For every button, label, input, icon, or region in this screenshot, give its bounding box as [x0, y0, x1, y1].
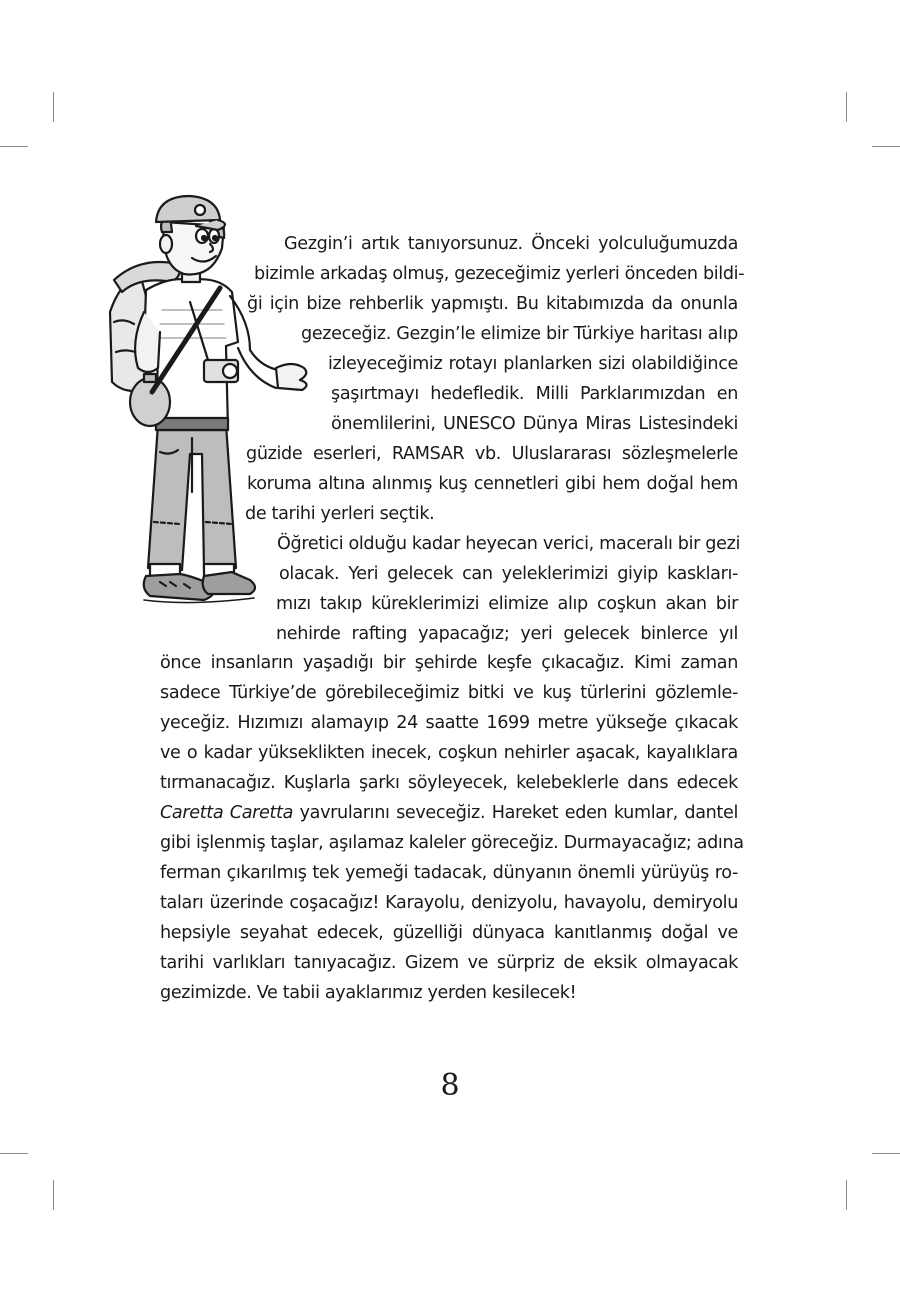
text-line: güzide eserleri, RAMSAR vb. Uluslararası sözleşmelerle	[246, 444, 738, 464]
text-line: mızı takıp küreklerimizi elimize alıp coşkun akan bir	[276, 594, 738, 614]
crop-mark	[846, 1180, 847, 1210]
crop-mark	[872, 1153, 900, 1154]
text-line: taları üzerinde coşacağız! Karayolu, denizyolu, havayolu, demiryolu	[160, 893, 738, 913]
text-line	[160, 798, 738, 828]
page-number: 8	[440, 1068, 460, 1103]
crop-mark	[872, 146, 900, 147]
text-line: şaşırtmayı hedefledik. Milli Parklarımızdan en	[331, 384, 738, 404]
text-line: nehirde rafting yapacağız; yeri gelecek binlerce yıl	[276, 624, 738, 644]
text-line: koruma altına alınmış kuş cennetleri gibi hem doğal hem	[247, 474, 738, 494]
crop-mark	[53, 1180, 54, 1210]
crop-mark	[0, 1153, 28, 1154]
text-line: de tarihi yerleri seçtik.	[245, 504, 435, 524]
species-name-italic: Caretta Caretta	[160, 803, 294, 823]
text-line: gezeceğiz. Gezgin’le elimize bir Türkiye haritası alıp	[301, 324, 738, 344]
crop-mark	[53, 92, 54, 122]
text-line: sadece Türkiye’de görebileceğimiz bitki ve kuş türlerini gözlemle-	[160, 683, 738, 703]
text-line: yeceğiz. Hızımızı alamayıp 24 saatte 1699 metre yükseğe çıkacak	[160, 713, 738, 733]
text-line: gibi işlenmiş taşlar, aşılamaz kaleler göreceğiz. Durmayacağız; adına	[160, 833, 744, 853]
crop-mark	[846, 92, 847, 122]
crop-mark	[0, 146, 28, 147]
text-line: önemlilerini, UNESCO Dünya Miras Listesindeki	[331, 414, 738, 434]
text-line: ferman çıkarılmış tek yemeği tadacak, dünyanın önemli yürüyüş ro-	[160, 863, 738, 883]
text-line: tarihi varlıkları tanıyacağız. Gizem ve sürpriz de eksik olmayacak	[160, 953, 738, 973]
text-line: tırmanacağız. Kuşlarla şarkı söyleyecek, kelebeklerle dans edecek	[160, 773, 738, 793]
text-line: olacak. Yeri gelecek can yeleklerimizi giyip kaskları-	[279, 564, 738, 584]
text-line: önce insanların yaşadığı bir şehirde keşfe çıkacağız. Kimi zaman	[160, 653, 738, 673]
text-line: hepsiyle seyahat edecek, güzelliği dünyaca kanıtlanmış doğal ve	[160, 923, 738, 943]
text-line-rest: yavrularını seveceğiz. Hareket eden kumlar, dantel	[293, 803, 738, 823]
text-line: Öğretici olduğu kadar heyecan verici, maceralı bir gezi	[277, 534, 741, 554]
text-line: ve o kadar yükseklikten inecek, coşkun nehirler aşacak, kayalıklara	[160, 743, 738, 763]
text-line: izleyeceğimiz rotayı planlarken sizi olabildiğince	[328, 354, 738, 374]
text-line: Gezgin’i artık tanıyorsunuz. Önceki yolculuğumuzda	[284, 234, 738, 254]
text-line: ği için bize rehberlik yapmıştı. Bu kitabımızda da onunla	[247, 294, 738, 314]
text-line: gezimizde. Ve tabii ayaklarımız yerden kesilecek!	[160, 983, 577, 1003]
text-line: bizimle arkadaş olmuş, gezeceğimiz yerleri önceden bildi-	[254, 264, 745, 284]
